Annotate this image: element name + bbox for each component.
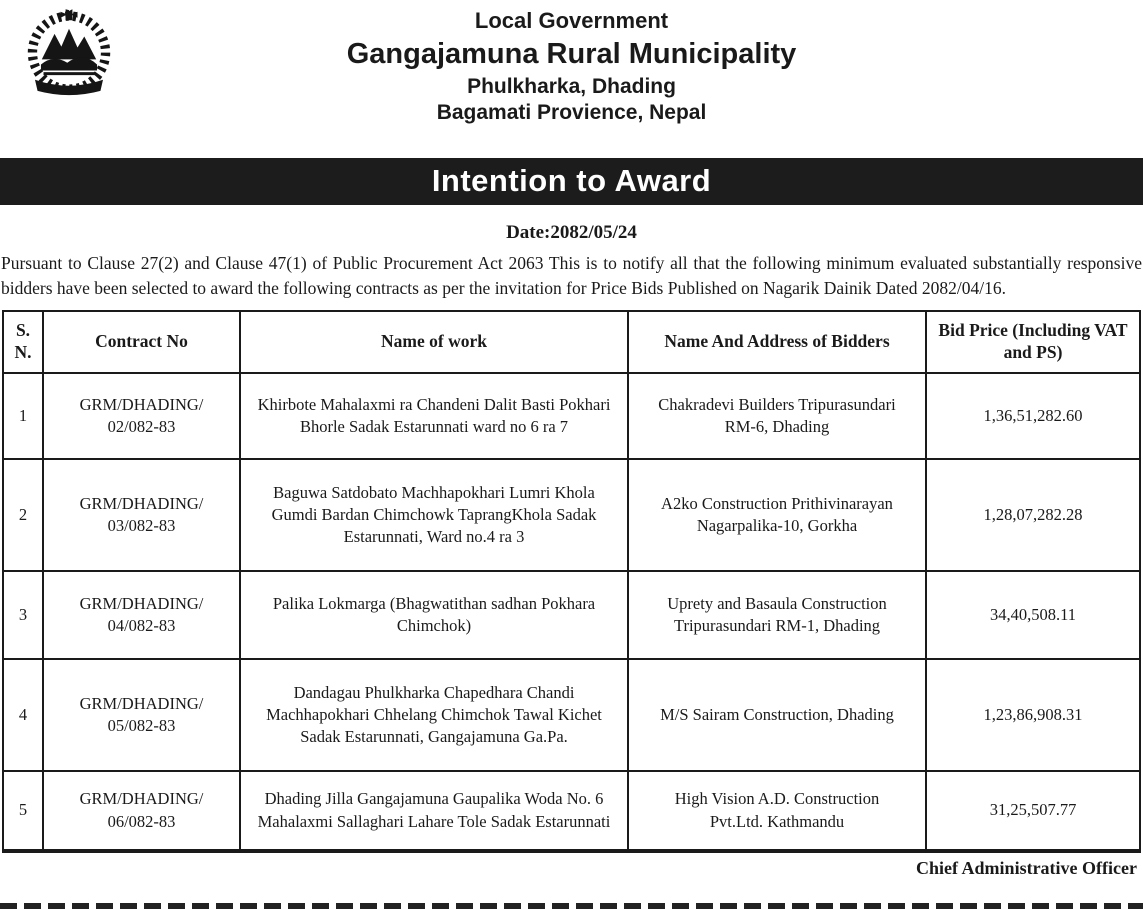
cell-sn: 3 [3, 571, 43, 659]
cell-bid-price: 34,40,508.11 [926, 571, 1140, 659]
col-header-contract-no: Contract No [43, 311, 240, 373]
cell-sn: 5 [3, 771, 43, 851]
table-row [3, 571, 1140, 659]
letterhead-municipality-name: Gangajamuna Rural Municipality [346, 37, 797, 70]
contract-no-line1: GRM/DHADING/ [79, 493, 204, 513]
cell-sn: 2 [3, 459, 43, 571]
signatory-title: Chief Administrative Officer [916, 858, 1137, 879]
table-row [3, 659, 1140, 771]
cell-bidder: A2ko Construction Prithivinarayan Nagarpalika-10, Gorkha [628, 459, 926, 571]
cell-bid-price: 1,28,07,282.28 [926, 459, 1140, 571]
cell-bidder: M/S Sairam Construction, Dhading [628, 659, 926, 771]
col-header-sn: S. N. [3, 311, 43, 373]
notice-title-banner: Intention to Award [0, 158, 1143, 205]
cell-sn: 4 [3, 659, 43, 771]
cell-bidder: Chakradevi Builders Tripurasundari RM-6, Dhading [628, 373, 926, 459]
intention-to-award-table [2, 310, 1141, 853]
contract-no-line2: 06/082-83 [107, 811, 176, 831]
cell-contract-no [43, 571, 240, 659]
table-row [3, 771, 1140, 851]
cell-bidder: High Vision A.D. Construction Pvt.Ltd. Kathmandu [628, 771, 926, 851]
cell-name-of-work: Khirbote Mahalaxmi ra Chandeni Dalit Basti Pokhari Bhorle Sadak Estarunnati ward no 6 ra 7 [240, 373, 628, 459]
contract-no-line2: 04/082-83 [107, 616, 176, 636]
cell-contract-no [43, 771, 240, 851]
contract-no-line2: 03/082-83 [107, 516, 176, 536]
cell-bid-price: 31,25,507.77 [926, 771, 1140, 851]
cell-sn: 1 [3, 373, 43, 459]
cell-contract-no [43, 459, 240, 571]
cell-contract-no [43, 373, 240, 459]
letterhead-address: Phulkharka, Dhading [467, 75, 676, 99]
contract-no-line2: 02/082-83 [107, 417, 176, 437]
cell-bid-price: 1,23,86,908.31 [926, 659, 1140, 771]
cell-name-of-work: Dhading Jilla Gangajamuna Gaupalika Woda No. 6 Mahalaxmi Sallaghari Lahare Tole Sadak Estarunnati [240, 771, 628, 851]
notice-date: Date:2082/05/24 [506, 222, 637, 243]
col-header-name-of-work: Name of work [240, 311, 628, 373]
nepal-government-emblem-icon [18, 6, 120, 106]
cell-name-of-work: Palika Lokmarga (Bhagwatithan sadhan Pokhara Chimchok) [240, 571, 628, 659]
table-header-row [3, 311, 1140, 373]
contract-no-line1: GRM/DHADING/ [79, 789, 204, 809]
table-row [3, 373, 1140, 459]
letterhead-province: Bagamati Provience, Nepal [436, 100, 707, 124]
contract-no-line1: GRM/DHADING/ [79, 693, 204, 713]
col-header-bid-price: Bid Price (Including VAT and PS) [926, 311, 1140, 373]
contract-no-line2: 05/082-83 [107, 716, 176, 736]
notice-body-paragraph: Pursuant to Clause 27(2) and Clause 47(1) of Public Procurement Act 2063 This is to notify all that the following minimum evaluated substantially responsive bidders have been selected to award the following contracts as per the invitation for Price Bids Published on Nagarik Dainik Dated 2082/04/16. [1, 253, 1142, 299]
cell-bid-price: 1,36,51,282.60 [926, 373, 1140, 459]
letterhead-government-label: Local Government [474, 8, 669, 33]
letterhead [0, 0, 1143, 158]
cell-name-of-work: Baguwa Satdobato Machhapokhari Lumri Khola Gumdi Bardan Chimchowk TaprangKhola Sadak Estarunnati, Ward no.4 ra 3 [240, 459, 628, 571]
bottom-dashed-line [0, 903, 1143, 909]
col-header-bidders: Name And Address of Bidders [628, 311, 926, 373]
table-row [3, 459, 1140, 571]
contract-no-line1: GRM/DHADING/ [79, 593, 204, 613]
contract-no-line1: GRM/DHADING/ [79, 394, 204, 414]
cell-name-of-work: Dandagau Phulkharka Chapedhara Chandi Machhapokhari Chhelang Chimchok Tawal Kichet Sadak Estarunnati, Gangajamuna Ga.Pa. [240, 659, 628, 771]
cell-contract-no [43, 659, 240, 771]
cell-bidder: Uprety and Basaula Construction Tripurasundari RM-1, Dhading [628, 571, 926, 659]
